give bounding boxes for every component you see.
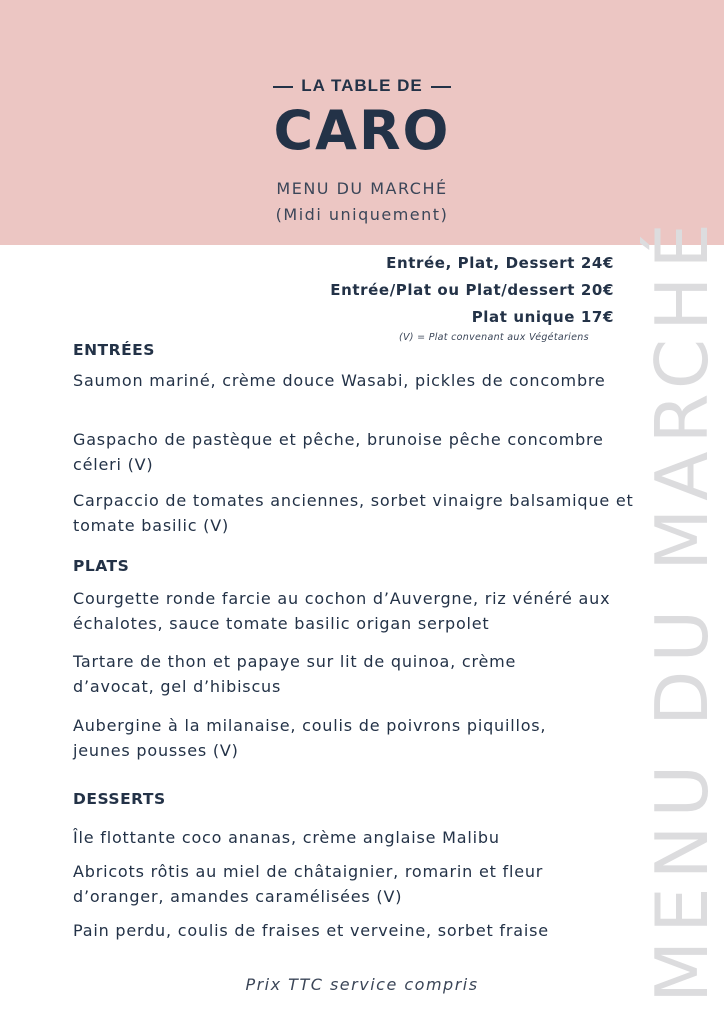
section-title-desserts: DESSERTS <box>73 790 166 808</box>
menu-title-block <box>0 176 724 228</box>
dish-entree-1: Saumon mariné, crème douce Wasabi, pickles de concombre <box>73 371 606 390</box>
menu-subtitle: (Midi uniquement) <box>275 205 449 224</box>
dish-plat-2: Tartare de thon et papaye sur lit de quinoa, crème d’avocat, gel d’hibiscus <box>73 652 517 696</box>
price-list <box>330 250 614 331</box>
dish-plat-1: Courgette ronde farcie au cochon d’Auvergne, riz vénéré aux échalotes, sauce tomate basilic origan serpolet <box>73 589 611 633</box>
vegetarian-note: (V) = Plat convenant aux Végétariens <box>399 332 589 343</box>
footer-note: Prix TTC service compris <box>245 975 479 994</box>
dish-dessert-1: Île flottante coco ananas, crème anglaise Malibu <box>73 828 500 847</box>
right-dash-decoration <box>431 86 451 88</box>
section-title-entrees: ENTRÉES <box>73 341 155 359</box>
restaurant-name: CARO <box>273 99 451 162</box>
dish-dessert-2: Abricots rôtis au miel de châtaignier, romarin et fleur d’oranger, amandes caramélisées (V) <box>73 862 544 906</box>
price-formula-2-courses: Entrée/Plat ou Plat/dessert 20€ <box>330 281 614 299</box>
price-formula-3-courses: Entrée, Plat, Dessert 24€ <box>386 254 614 272</box>
left-dash-decoration <box>273 86 293 88</box>
dish-entree-2: Gaspacho de pastèque et pêche, brunoise pêche concombre céleri (V) <box>73 430 604 474</box>
vertical-menu-title: MENU DU MARCHÉ <box>640 215 724 1003</box>
section-title-plats: PLATS <box>73 557 130 575</box>
menu-title: MENU DU MARCHÉ <box>276 179 448 198</box>
brand-tagline-text: LA TABLE DE <box>301 76 423 95</box>
price-formula-single: Plat unique 17€ <box>471 308 614 326</box>
dish-plat-3: Aubergine à la milanaise, coulis de poivrons piquillos, jeunes pousses (V) <box>73 716 547 760</box>
dish-dessert-3: Pain perdu, coulis de fraises et verveine, sorbet fraise <box>73 921 549 940</box>
dish-entree-3: Carpaccio de tomates anciennes, sorbet vinaigre balsamique et tomate basilic (V) <box>73 491 634 535</box>
brand-tagline <box>0 76 724 96</box>
